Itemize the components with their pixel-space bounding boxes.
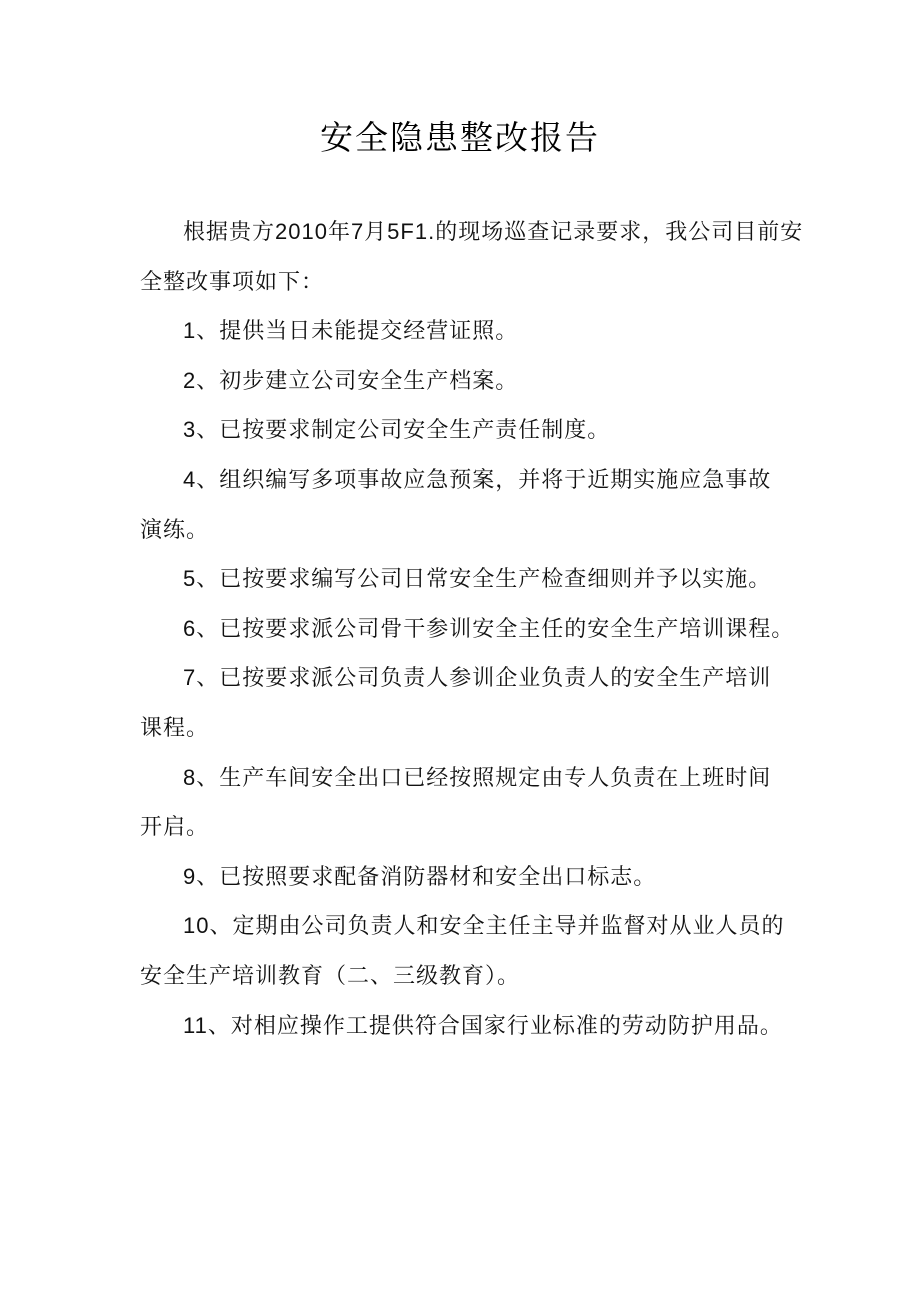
paragraph-line: 7、已按要求派公司负责人参训企业负责人的安全生产培训 xyxy=(183,665,772,691)
paragraph-line: 开启。 xyxy=(140,814,210,840)
paragraph-line: 4、组织编写多项事故应急预案，并将于近期实施应急事故 xyxy=(183,466,772,492)
paragraph-line: 9、已按照要求配备消防器材和安全出口标志。 xyxy=(183,863,657,889)
item-2 xyxy=(140,356,840,406)
page-title: 安全隐患整改报告 xyxy=(320,118,600,157)
paragraph-line: 安全生产培训教育（二、三级教育）。 xyxy=(140,962,521,988)
intro-paragraph xyxy=(140,207,840,306)
document-body xyxy=(140,207,840,1050)
item-7 xyxy=(140,653,840,752)
paragraph-line: 3、已按要求制定公司安全生产责任制度。 xyxy=(183,417,611,443)
paragraph-line: 2、初步建立公司安全生产档案。 xyxy=(183,367,519,393)
paragraph-line: 1、提供当日未能提交经营证照。 xyxy=(183,318,519,344)
paragraph-line: 全整改事项如下： xyxy=(140,268,325,294)
item-3 xyxy=(140,405,840,455)
item-8 xyxy=(140,753,840,852)
item-5 xyxy=(140,554,840,604)
paragraph-line: 根据贵方2010年7月5F1.的现场巡查记录要求，我公司目前安 xyxy=(183,219,804,244)
item-6 xyxy=(140,604,840,654)
item-1 xyxy=(140,306,840,356)
item-11 xyxy=(140,1001,840,1051)
item-9 xyxy=(140,852,840,902)
paragraph-line: 6、已按要求派公司骨干参训安全主任的安全生产培训课程。 xyxy=(183,615,795,641)
paragraph-line: 11、对相应操作工提供符合国家行业标准的劳动防护用品。 xyxy=(183,1012,783,1038)
item-10 xyxy=(140,901,840,1000)
paragraph-line: 10、定期由公司负责人和安全主任主导并监督对从业人员的 xyxy=(183,913,785,939)
paragraph-line: 课程。 xyxy=(140,714,210,740)
paragraph-line: 5、已按要求编写公司日常安全生产检查细则并予以实施。 xyxy=(183,566,772,592)
paragraph-line: 8、生产车间安全出口已经按照规定由专人负责在上班时间 xyxy=(183,764,772,790)
item-4 xyxy=(140,455,840,554)
paragraph-line: 演练。 xyxy=(140,516,210,542)
